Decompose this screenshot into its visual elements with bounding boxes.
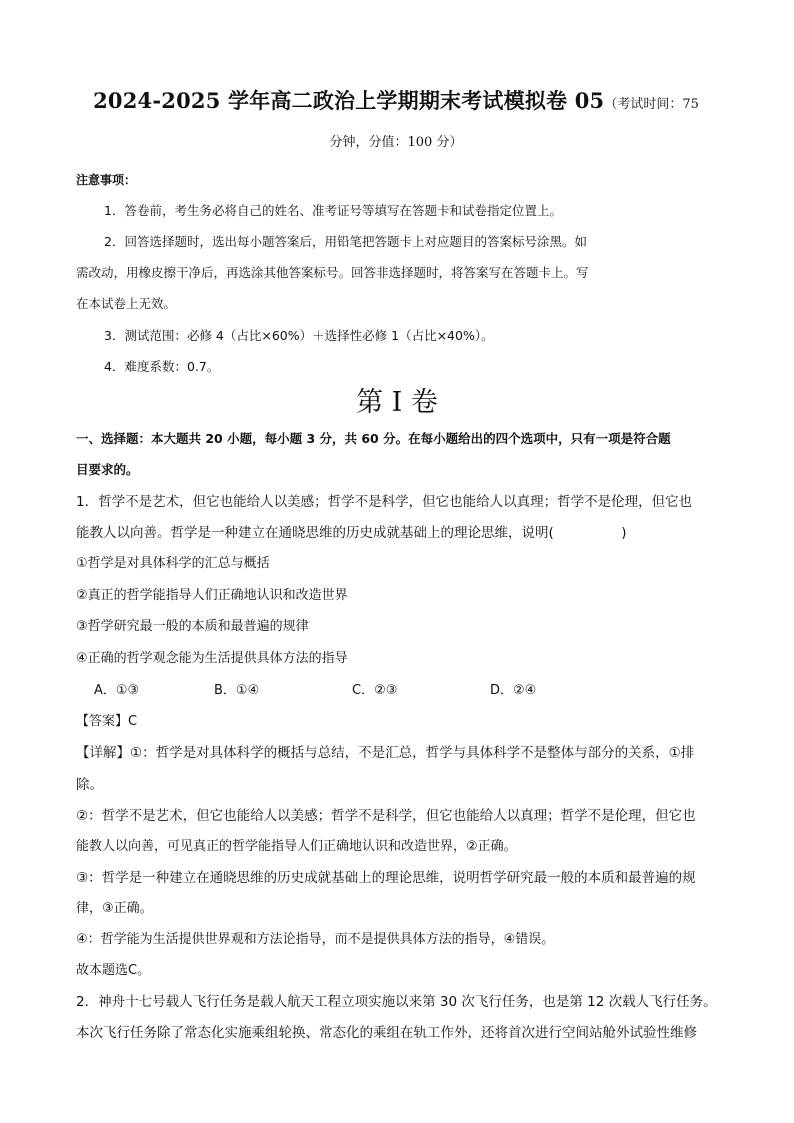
- notes-item-2-line-2: 需改动，用橡皮擦干净后，再选涂其他答案标号。回答非选择题时，将答案写在答题卡上。写: [76, 265, 589, 280]
- notes-item-3: 3．测试范围：必修 4（占比×60%）＋选择性必修 1（占比×40%）。: [104, 328, 494, 343]
- q1-stem-line-1: 1．哲学不是艺术，但它也能给人以美感；哲学不是科学，但它也能给人以真理；哲学不是伦理，但它也: [76, 494, 693, 510]
- q1-statement-4: ④正确的哲学观念能为生活提供具体方法的指导: [76, 651, 348, 666]
- title-main: 2024-2025 学年高二政治上学期期末考试模拟卷 05: [93, 88, 605, 113]
- q1-detail-1-line-2: 除。: [76, 777, 103, 793]
- q1-detail-3-line-1: ③：哲学是一种建立在通晓思维的历史成就基础上的理论思维，说明哲学研究最一般的本质和最普遍的规: [76, 870, 696, 886]
- q1-option-d: D．②④: [490, 683, 537, 698]
- q2-stem-line-1: 2．神舟十七号载人飞行任务是载人航天工程立项实施以来第 30 次飞行任务，也是第 12 次载人飞行任务。: [76, 994, 717, 1010]
- notes-heading: 注意事项：: [76, 173, 137, 187]
- q1-option-a: A．①③: [94, 683, 140, 698]
- volume-title: 第 I 卷: [356, 387, 438, 418]
- exam-title: [76, 84, 716, 160]
- q1-statement-1: ①哲学是对具体科学的汇总与概括: [76, 556, 270, 571]
- q1-detail-2-line-2: 能教人以向善，可见真正的哲学能指导人们正确地认识和改造世界，②正确。: [76, 839, 517, 854]
- q1-stem-line-2: 能教人以向善。哲学是一种建立在通晓思维的历史成就基础上的理论思维，说明( ): [76, 525, 627, 541]
- q1-detail-4: ④：哲学能为生活提供世界观和方法论指导，而不是提供具体方法的指导，④错误。: [76, 932, 555, 947]
- q1-answer: 【答案】C: [76, 714, 138, 729]
- q2-stem-line-2: 本次飞行任务除了常态化实施乘组轮换、常态化的乘组在轨工作外，还将首次进行空间站舱外试验性维修: [76, 1025, 697, 1041]
- q1-detail-2-line-1: ②：哲学不是艺术，但它也能给人以美感；哲学不是科学，但它也能给人以真理；哲学不是伦理，但它也: [76, 808, 696, 824]
- title-line-2: 分钟，分值：100 分）: [329, 135, 463, 150]
- q1-statement-2: ②真正的哲学能指导人们正确地认识和改造世界: [76, 588, 348, 603]
- notes-item-2-line-3: 在本试卷上无效。: [76, 296, 177, 311]
- q1-statement-3: ③哲学研究最一般的本质和最普遍的规律: [76, 619, 309, 634]
- notes-item-4: 4．难度系数：0.7。: [104, 359, 220, 374]
- q1-conclusion: 故本题选C。: [76, 963, 151, 978]
- title-time-note: （考试时间：75: [604, 97, 699, 112]
- section-1-line-1: 一、选择题：本大题共 20 小题，每小题 3 分，共 60 分。在每小题给出的四个选项中，只有一项是符合题: [76, 431, 671, 446]
- notes-item-2-line-1: 2．回答选择题时，选出每小题答案后，用铅笔把答题卡上对应题目的答案标号涂黑。如: [104, 234, 587, 249]
- notes-item-1: 1．答卷前，考生务必将自己的姓名、准考证号等填写在答题卡和试卷指定位置上。: [104, 203, 562, 218]
- q1-detail-3-line-2: 律，③正确。: [76, 901, 153, 916]
- q1-option-b: B．①④: [214, 683, 260, 698]
- q1-detail-1-line-1: 【详解】①：哲学是对具体科学的概括与总结，不是汇总，哲学与具体科学不是整体与部分的关系，①排: [76, 745, 695, 761]
- q1-option-c: C．②③: [352, 683, 398, 698]
- section-1-line-2: 目要求的。: [76, 462, 139, 477]
